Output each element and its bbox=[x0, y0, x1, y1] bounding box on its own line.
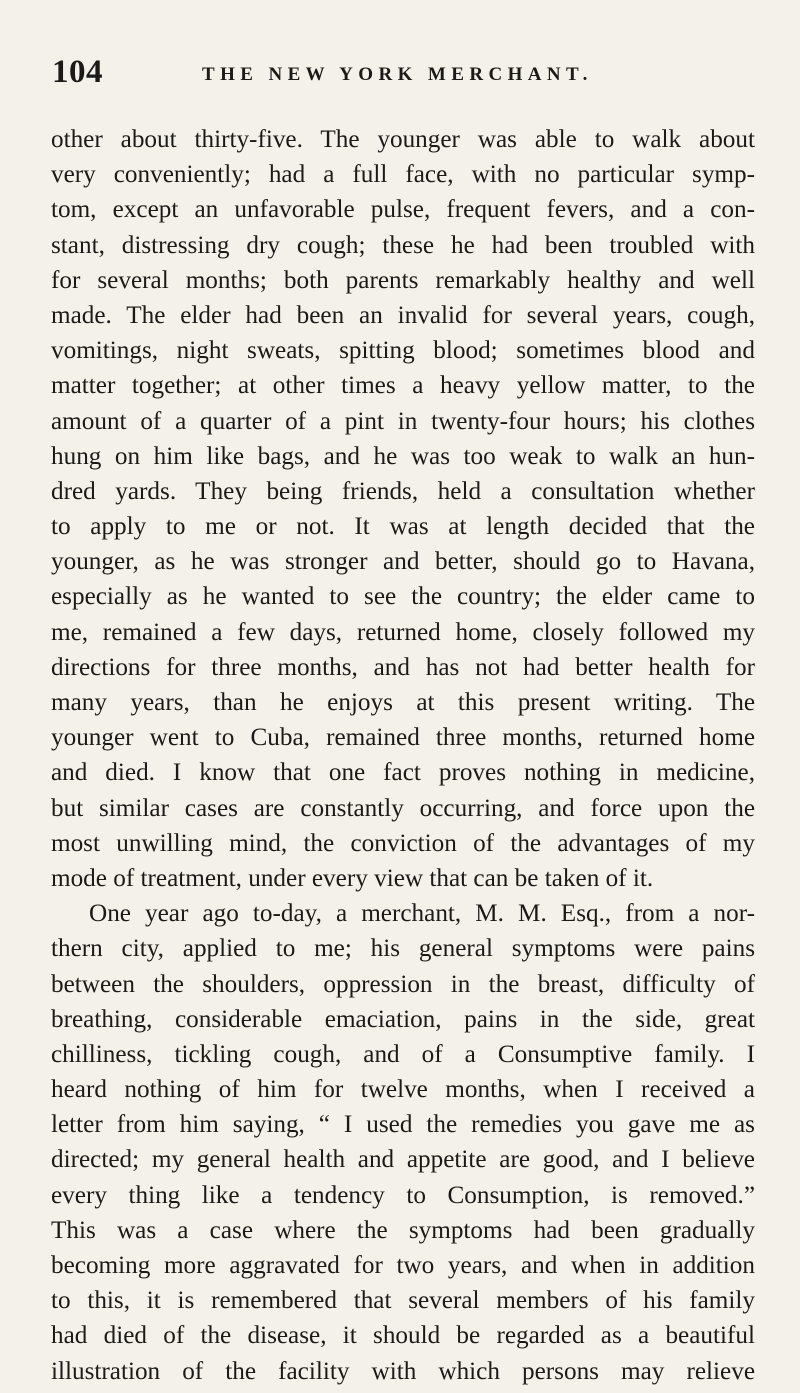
page-number: 104 bbox=[52, 54, 103, 90]
text-line: thern city, applied to me; his general symptoms were pains bbox=[51, 935, 755, 963]
text-line: younger went to Cuba, remained three months, returned home bbox=[51, 724, 755, 752]
running-head bbox=[52, 54, 752, 94]
text-line: dred yards. They being friends, held a consultation whether bbox=[51, 477, 755, 505]
text-line: to this, it is remembered that several members of his family bbox=[51, 1287, 755, 1315]
text-line: vomitings, night sweats, spitting blood; sometimes blood and bbox=[51, 337, 755, 365]
text-line: most unwilling mind, the conviction of the advantages of my bbox=[51, 829, 755, 857]
text-line: made. The elder had been an invalid for several years, cough, bbox=[51, 301, 755, 329]
body-text bbox=[51, 122, 755, 1389]
text-line: chilliness, tickling cough, and of a Consumptive family. I bbox=[51, 1040, 755, 1068]
text-line: directions for three months, and has not had better health for bbox=[51, 653, 755, 681]
text-line: many years, than he enjoys at this present writing. The bbox=[51, 689, 755, 716]
text-line: younger, as he was stronger and better, should go to Havana, bbox=[51, 548, 755, 576]
text-line: tom, except an unfavorable pulse, frequent fevers, and a con- bbox=[51, 196, 755, 224]
text-line: between the shoulders, oppression in the breast, difficulty of bbox=[51, 970, 755, 998]
text-line: letter from him saying, “ I used the remedies you gave me as bbox=[51, 1111, 755, 1139]
text-line: had died of the disease, it should be regarded as a beautiful bbox=[51, 1322, 755, 1350]
text-line: and died. I know that one fact proves nothing in medicine, bbox=[51, 759, 755, 787]
text-line: but similar cases are constantly occurring, and force upon the bbox=[51, 794, 755, 822]
text-line: hung on him like bags, and he was too weak to walk an hun- bbox=[51, 442, 755, 470]
text-line: every thing like a tendency to Consumption, is removed.” bbox=[51, 1181, 755, 1209]
text-line: breathing, considerable emaciation, pains in the side, great bbox=[51, 1005, 755, 1033]
text-line: very conveniently; had a full face, with no particular symp- bbox=[51, 161, 755, 189]
text-line: heard nothing of him for twelve months, when I received a bbox=[51, 1076, 755, 1104]
text-line: especially as he wanted to see the country; the elder came to bbox=[51, 583, 755, 611]
text-line: for several months; both parents remarkably healthy and well bbox=[51, 266, 755, 294]
text-line: matter together; at other times a heavy yellow matter, to the bbox=[51, 372, 755, 400]
paragraph-first-line: One year ago to-day, a merchant, M. M. Esq., from a nor- bbox=[89, 900, 755, 928]
text-line: mode of treatment, under every view that can be taken of it. bbox=[51, 864, 654, 892]
text-line: stant, distressing dry cough; these he had been troubled with bbox=[51, 231, 755, 259]
text-line: amount of a quarter of a pint in twenty-four hours; his clothes bbox=[51, 407, 755, 435]
text-line: This was a case where the symptoms had been gradually bbox=[51, 1216, 755, 1244]
text-line: illustration of the facility with which persons may relieve bbox=[51, 1357, 755, 1385]
running-title: THE NEW YORK MERCHANT. bbox=[202, 64, 593, 85]
text-line: directed; my general health and appetite are good, and I believe bbox=[51, 1146, 755, 1174]
text-line: becoming more aggravated for two years, and when in addition bbox=[51, 1252, 755, 1279]
text-line: to apply to me or not. It was at length decided that the bbox=[51, 513, 755, 541]
text-line: other about thirty-five. The younger was able to walk about bbox=[51, 126, 755, 153]
text-line: me, remained a few days, returned home, closely followed my bbox=[51, 618, 755, 646]
